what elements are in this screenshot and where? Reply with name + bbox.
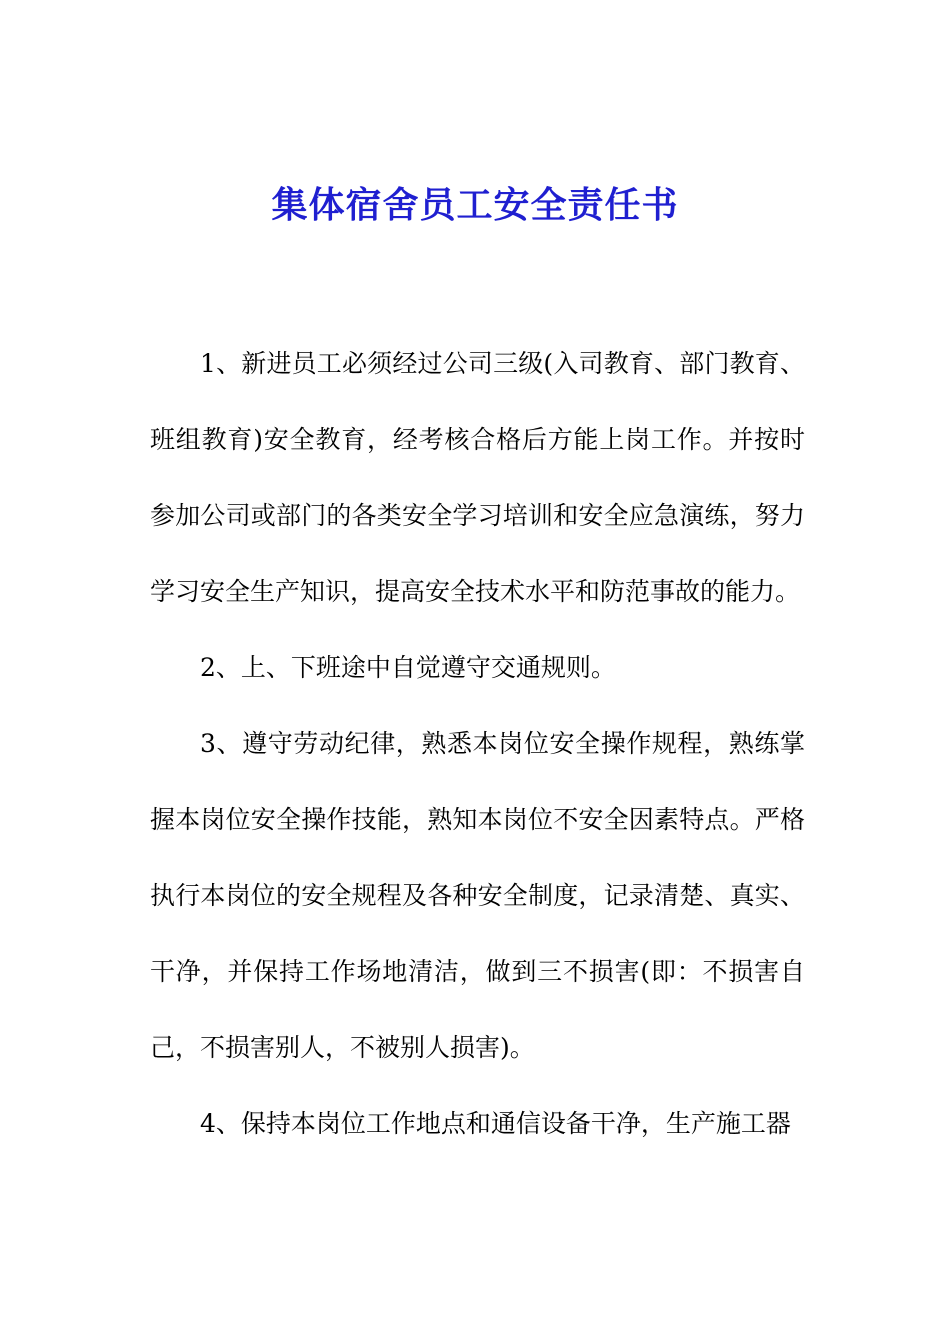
paragraph-1: 1、新进员工必须经过公司三级(入司教育、部门教育、班组教育)安全教育，经考核合格后方能上岗工作。并按时参加公司或部门的各类安全学习培训和安全应急演练，努力学习安全生产知识，提高安全技术水平和防范事故的能力。 xyxy=(150,349,805,606)
document-body xyxy=(150,326,805,1162)
paragraph-3: 3、遵守劳动纪律，熟悉本岗位安全操作规程，熟练掌握本岗位安全操作技能，熟知本岗位不安全因素特点。严格执行本岗位的安全规程及各种安全制度，记录清楚、真实、干净，并保持工作场地清洁，做到三不损害(即：不损害自己，不损害别人，不被别人损害)。 xyxy=(150,729,805,1062)
document-title: 集体宿舍员工安全责任书 xyxy=(271,184,679,226)
paragraph-2: 2、上、下班途中自觉遵守交通规则。 xyxy=(200,653,616,682)
paragraph-4: 4、保持本岗位工作地点和通信设备干净，生产施工器 xyxy=(200,1109,791,1138)
